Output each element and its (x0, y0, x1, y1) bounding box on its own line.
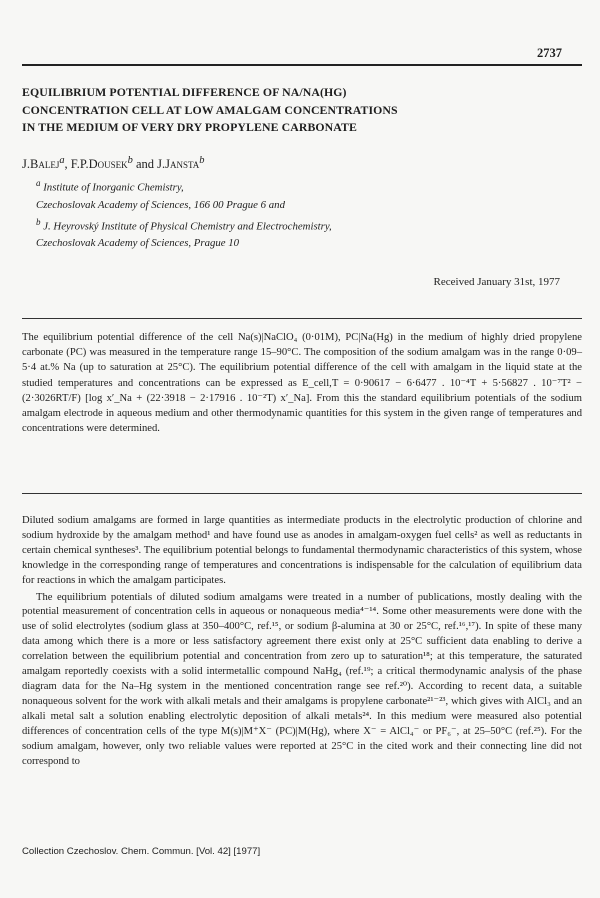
affiliation-line: Czechoslovak Academy of Sciences, Prague 10 (36, 237, 240, 250)
author-list: J.Balej$^a$, F.P.Dousek$^b$ and J.Jansta$^b$ (22, 155, 205, 172)
body-text (22, 514, 582, 769)
abstract-bottom-rule (22, 493, 582, 494)
paragraph: The equilibrium potentials of diluted sodium amalgams were treated in a number of publications, mostly dealing with the potential measurement of concentration cells in aqueous or nonaqueous media⁴⁻¹⁴. Some other measurements were done with the use of solid electrolytes (sodium glass at 350–400°C, ref.¹⁵, or sodium β-alumina at 30 or 25°C, ref.¹⁶,¹⁷). In spite of these many data among which there is a more or less satisfactory agreement there exist only at 25°C sufficient data enabling to derive a correlation between the equilibrium potential and concentration from zero up to saturation¹⁸; at this temperature, the saturated amalgam reportedly coexists with a solid intermetallic compound NaHg₄ (ref.¹⁹; a critical thermodynamic analysis of the phase diagram data for the Na–Hg system in the mentioned concentration range see ref.²⁰). According to recent data, a suitable nonaqueous solvent for the work with alkali metals and their amalgams is propylene carbonate²¹⁻²³, which gives with AlCl₃ and an alkali metal salt a solution enabling electrolytic deposition of alkali metals²⁴. In this medium were measured also potential differences of concentration cells of the type M(s)|M⁺X⁻ (PC)|M(Hg), where X⁻ = AlCl₄⁻ or PF₆⁻, at 25–50°C (ref.²⁵). For the sodium amalgam, however, only two reliable values were reported at 25°C in the cited work and their connecting line did not correspond to (22, 591, 582, 767)
affiliation-line: $^a$ Institute of Inorganic Chemistry, (36, 178, 184, 194)
received-date: Received January 31st, 1977 (433, 276, 560, 288)
author: J.Balej$^a$ (22, 155, 65, 172)
affiliation-line: $^b$ J. Heyrovský Institute of Physical Chemistry and Electrochemistry, (36, 216, 332, 233)
title-line: CONCENTRATION CELL AT LOW AMALGAM CONCENTRATIONS (22, 102, 398, 117)
paragraph: Diluted sodium amalgams are formed in large quantities as intermediate products in the electrolytic production of chlorine and sodium hydroxide by the amalgam method¹ and have found use as anodes in amalgam-oxygen fuel cells² as well as reductants in certain chemical syntheses³. The equilibrium potential belongs to fundamental thermodynamic characteristics of this system, whose knowledge in the corresponding range of temperatures and concentrations is indispensable for the calculation of equilibrium data for reactions in which the amalgam participates. (22, 515, 582, 586)
author: F.P.Dousek$^b$ (70, 155, 133, 172)
affiliation-line: Czechoslovak Academy of Sciences, 166 00 Prague 6 and (36, 198, 285, 211)
abstract: The equilibrium potential difference of the cell Na(s)|NaClO₄ (0·01M), PC|Na(Hg) in the medium of highly dried propylene carbonate (PC) was measured in the temperature range 15–90°C. The composition of the sodium amalgam was in the range 0·09–5·4 at.% Na (up to saturation at 25°C). The equilibrium potential difference of the cell with amalgam in the liquid state at the studied temperatures and concentrations can be expressed as E_cell,T = 0·90617 − 6·6477 . 10⁻⁴T + 5·56827 . 10⁻⁷T² − (2·3026RT/F) [log x′_Na + (22·3918 − 2·17916 . 10⁻²T) x′_Na]. From this the standard equilibrium potentials of the sodium amalgam electrode in aqueous medium and other thermodynamic quantities for this system in the given range of temperatures and concentrations were determined. (22, 332, 582, 435)
affiliations (36, 175, 556, 252)
article-title (22, 84, 582, 137)
title-line: IN THE MEDIUM OF VERY DRY PROPYLENE CARBONATE (22, 120, 357, 134)
header-rule (22, 64, 582, 66)
author: J.Jansta$^b$ (157, 155, 205, 172)
title-line: EQUILIBRIUM POTENTIAL DIFFERENCE OF NA/NA(HG) (22, 85, 347, 99)
abstract-top-rule (22, 318, 582, 319)
page-number: 2737 (537, 46, 562, 60)
journal-citation: Collection Czechoslov. Chem. Commun. [Vol. 42] [1977] (22, 846, 261, 857)
